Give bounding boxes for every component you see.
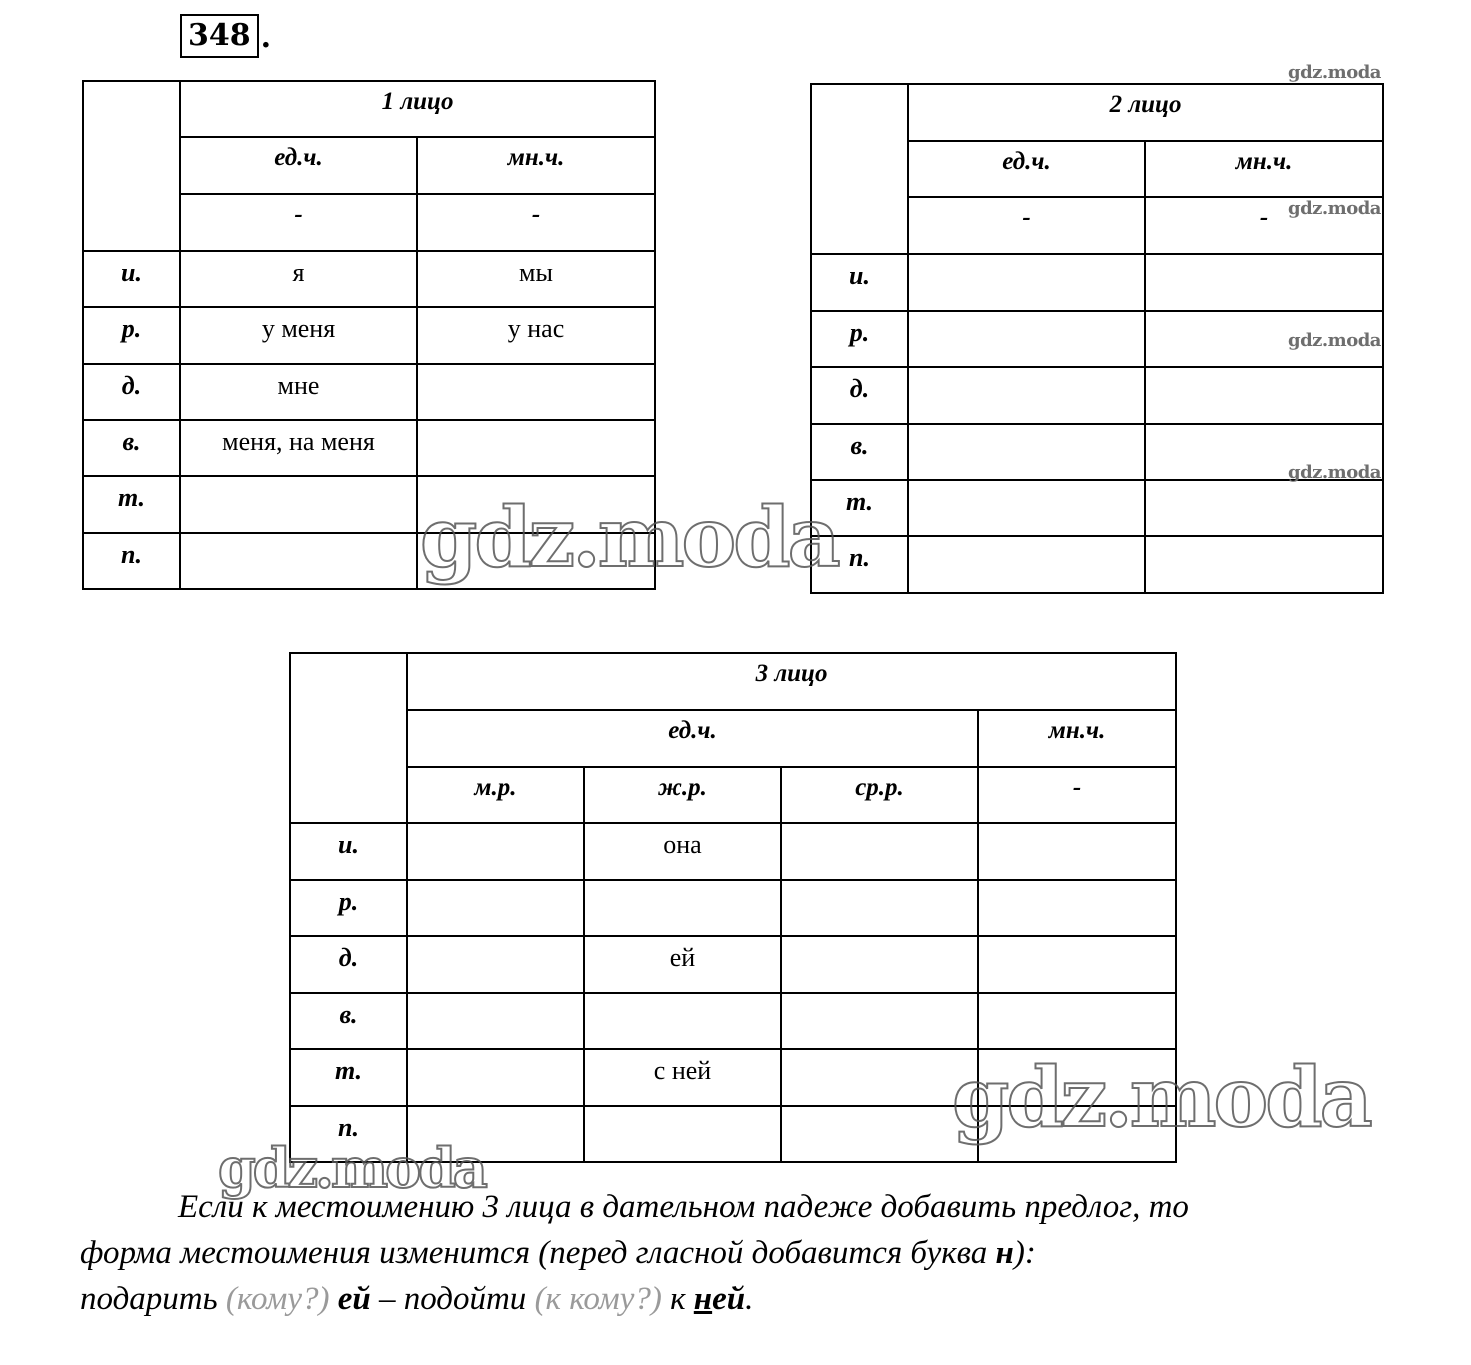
- cell-singular: [908, 424, 1145, 480]
- cell-plural: [978, 823, 1176, 880]
- cell-plural: [978, 880, 1176, 936]
- paragraph-line: Если к местоимению 3 лица в дательном падеже добавить предлог, то: [178, 1189, 1189, 1225]
- corner-cell: [83, 81, 180, 251]
- cell-neuter: [781, 880, 978, 936]
- cell-singular: мне: [180, 364, 417, 420]
- watermark: gdz.moda: [1288, 330, 1381, 351]
- header-plural: мн.ч.: [978, 710, 1176, 767]
- corner-cell: [290, 653, 407, 823]
- cell-plural: мы: [417, 251, 655, 307]
- header-plural: мн.ч.: [417, 137, 655, 194]
- table-row: [811, 536, 1383, 593]
- case-label: п.: [290, 1106, 407, 1162]
- subheader-cell: -: [180, 194, 417, 251]
- header-masculine: м.р.: [407, 767, 584, 823]
- table-row: [83, 364, 655, 420]
- letter-n: н: [995, 1235, 1014, 1271]
- header-neuter: ср.р.: [781, 767, 978, 823]
- cell-singular: [908, 254, 1145, 311]
- cell-plural: [1145, 536, 1383, 593]
- cell-singular: [908, 480, 1145, 536]
- header-singular: ед.ч.: [180, 137, 417, 194]
- corner-cell: [811, 84, 908, 254]
- cell-neuter: [781, 993, 978, 1049]
- table-title: 2 лицо: [908, 84, 1383, 141]
- watermark: gdz.moda: [1288, 62, 1381, 83]
- cell-plural: [978, 993, 1176, 1049]
- subheader-cell: -: [417, 194, 655, 251]
- case-label: в.: [290, 993, 407, 1049]
- case-label: р.: [811, 311, 908, 367]
- cell-feminine: [584, 1106, 781, 1162]
- table-row: [811, 367, 1383, 424]
- cell-singular: меня, на меня: [180, 420, 417, 476]
- watermark: gdz.moda: [420, 490, 838, 586]
- cell-masculine: [407, 1049, 584, 1106]
- question-hint: (кому?): [225, 1281, 330, 1317]
- case-label: д.: [811, 367, 908, 424]
- cell-plural: [1145, 254, 1383, 311]
- paragraph-line: подарить (кому?) ей – подойти (к кому?) к ней.: [80, 1281, 754, 1317]
- table-row: [811, 480, 1383, 536]
- cell-singular: [908, 536, 1145, 593]
- cell-singular: [180, 533, 417, 589]
- table-title: 3 лицо: [407, 653, 1176, 710]
- cell-feminine: с ней: [584, 1049, 781, 1106]
- pronoun-ei: ей: [329, 1281, 371, 1317]
- watermark: gdz.moda: [952, 1050, 1370, 1146]
- case-label: т.: [83, 476, 180, 533]
- table-row: [290, 993, 1176, 1049]
- cell-singular: [908, 367, 1145, 424]
- table-row: [290, 880, 1176, 936]
- cell-plural: у нас: [417, 307, 655, 364]
- case-label: т.: [290, 1049, 407, 1106]
- cell-plural: [1145, 480, 1383, 536]
- cell-masculine: [407, 936, 584, 993]
- subheader-cell: -: [978, 767, 1176, 823]
- case-label: д.: [290, 936, 407, 993]
- cell-feminine: [584, 880, 781, 936]
- case-label: т.: [811, 480, 908, 536]
- case-label: в.: [811, 424, 908, 480]
- exercise-number-box: 348: [180, 14, 259, 58]
- cell-plural: [978, 936, 1176, 993]
- pronoun-nei: ней: [693, 1281, 746, 1317]
- watermark: gdz.moda: [1288, 198, 1381, 219]
- cell-neuter: [781, 823, 978, 880]
- case-label: п.: [811, 536, 908, 593]
- subheader-cell: -: [908, 197, 1145, 254]
- table-row: [811, 254, 1383, 311]
- cell-plural: [417, 364, 655, 420]
- watermark: gdz.moda: [218, 1136, 485, 1200]
- table-row: [290, 823, 1176, 880]
- cell-feminine: ей: [584, 936, 781, 993]
- cell-feminine: [584, 993, 781, 1049]
- table-title: 1 лицо: [180, 81, 655, 137]
- header-singular: ед.ч.: [407, 710, 978, 767]
- table-row: [83, 251, 655, 307]
- exercise-number: 348 .: [180, 14, 271, 58]
- header-plural: мн.ч.: [1145, 141, 1383, 197]
- underlined-letter-n: н: [693, 1281, 713, 1317]
- case-label: в.: [83, 420, 180, 476]
- table-row: [83, 307, 655, 364]
- cell-neuter: [781, 1106, 978, 1162]
- case-label: и.: [290, 823, 407, 880]
- header-singular: ед.ч.: [908, 141, 1145, 197]
- question-hint: (к кому?): [534, 1281, 662, 1317]
- paragraph-line: форма местоимения изменится (перед гласной добавится буква н):: [80, 1235, 1036, 1271]
- watermark: gdz.moda: [1288, 462, 1381, 483]
- case-label: р.: [83, 307, 180, 364]
- subheader-cell: -: [1145, 197, 1383, 254]
- cell-masculine: [407, 880, 584, 936]
- cell-singular: [908, 311, 1145, 367]
- case-label: р.: [290, 880, 407, 936]
- case-label: и.: [83, 251, 180, 307]
- cell-plural: [1145, 367, 1383, 424]
- cell-feminine: она: [584, 823, 781, 880]
- cell-neuter: [781, 936, 978, 993]
- header-feminine: ж.р.: [584, 767, 781, 823]
- table-row: [290, 936, 1176, 993]
- cell-masculine: [407, 993, 584, 1049]
- case-label: д.: [83, 364, 180, 420]
- cell-neuter: [781, 1049, 978, 1106]
- table-row: [83, 420, 655, 476]
- cell-plural: [417, 420, 655, 476]
- cell-masculine: [407, 823, 584, 880]
- explanation-paragraph: [80, 1184, 1390, 1322]
- case-label: п.: [83, 533, 180, 589]
- case-label: и.: [811, 254, 908, 311]
- cell-singular: я: [180, 251, 417, 307]
- cell-singular: [180, 476, 417, 533]
- cell-singular: у меня: [180, 307, 417, 364]
